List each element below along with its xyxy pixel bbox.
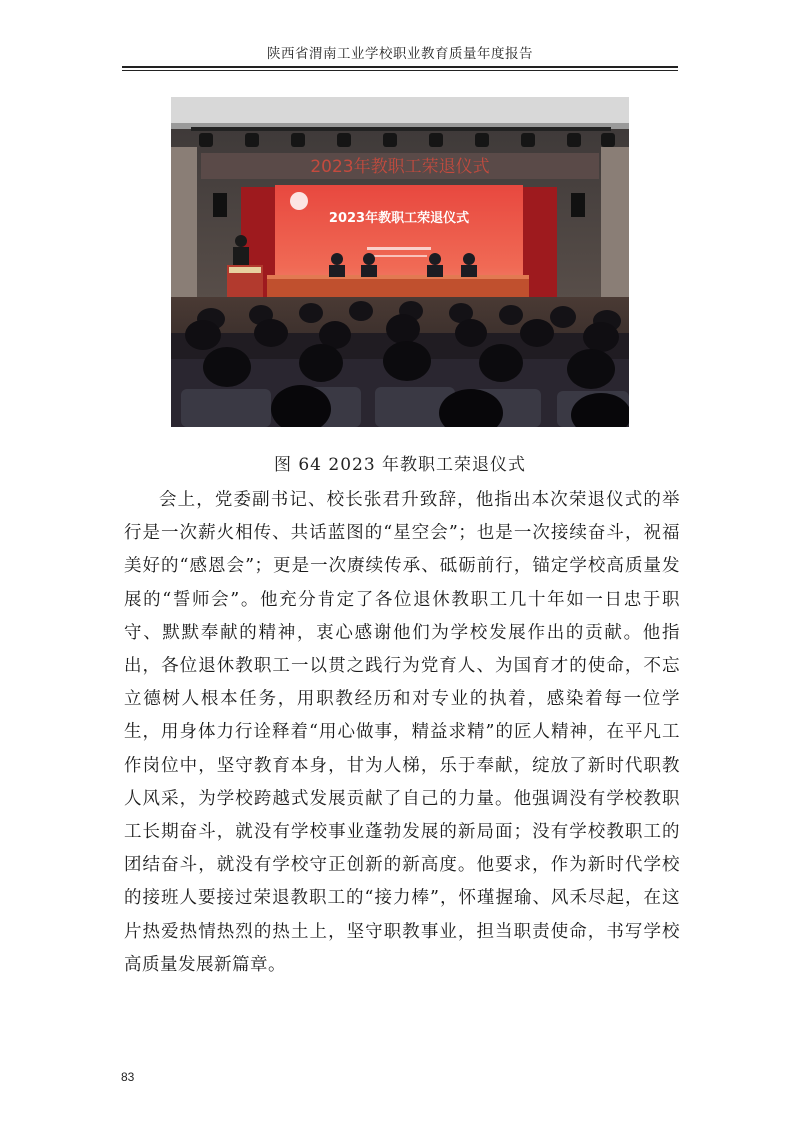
header-rule-thick (122, 66, 678, 68)
body-paragraph: 会上，党委副书记、校长张君升致辞，他指出本次荣退仪式的举行是一次薪火相传、共话蓝图的“星空会”；也是一次接续奋斗，祝福美好的“感恩会”；更是一次赓续传承、砥砺前行，锚定学校高质量发展的“誓师会”。他充分肯定了各位退休教职工几十年如一日忠于职守、默默奉献的精神，衷心感谢他们为学校发展作出的贡献。他指出，各位退休教职工一以贯之践行为党育人、为国育才的使命，不忘立德树人根本任务，用职教经历和对专业的执着，感染着每一位学生，用身体力行诠释着“用心做事，精益求精”的匠人精神，在平凡工作岗位中，坚守教育本身，甘为人梯，乐于奉献，绽放了新时代职教人风采，为学校跨越式发展贡献了自己的力量。他强调没有学校教职工长期奋斗，就没有学校事业蓬勃发展的新局面；没有学校教职工的团结奋斗，就没有学校守正创新的新高度。他要求，作为新时代学校的接班人要接过荣退教职工的“接力棒”，怀瑾握瑜、风禾尽起，在这片热爱热情热烈的热土上，坚守职教事业，担当职责使命，书写学校高质量发展新篇章。 (124, 490, 680, 975)
screen-title: 2023年教职工荣退仪式 (328, 211, 470, 226)
page-number: 83 (121, 1070, 135, 1084)
figure-caption: 图 64 2023 年教职工荣退仪式 (273, 455, 527, 475)
banner-text: 2023年教职工荣退仪式 (310, 157, 490, 177)
header-rule-thin (122, 70, 678, 71)
body-text (124, 484, 680, 982)
ceremony-photo (171, 97, 629, 427)
running-header: 陕西省渭南工业学校职业教育质量年度报告 (267, 46, 533, 62)
